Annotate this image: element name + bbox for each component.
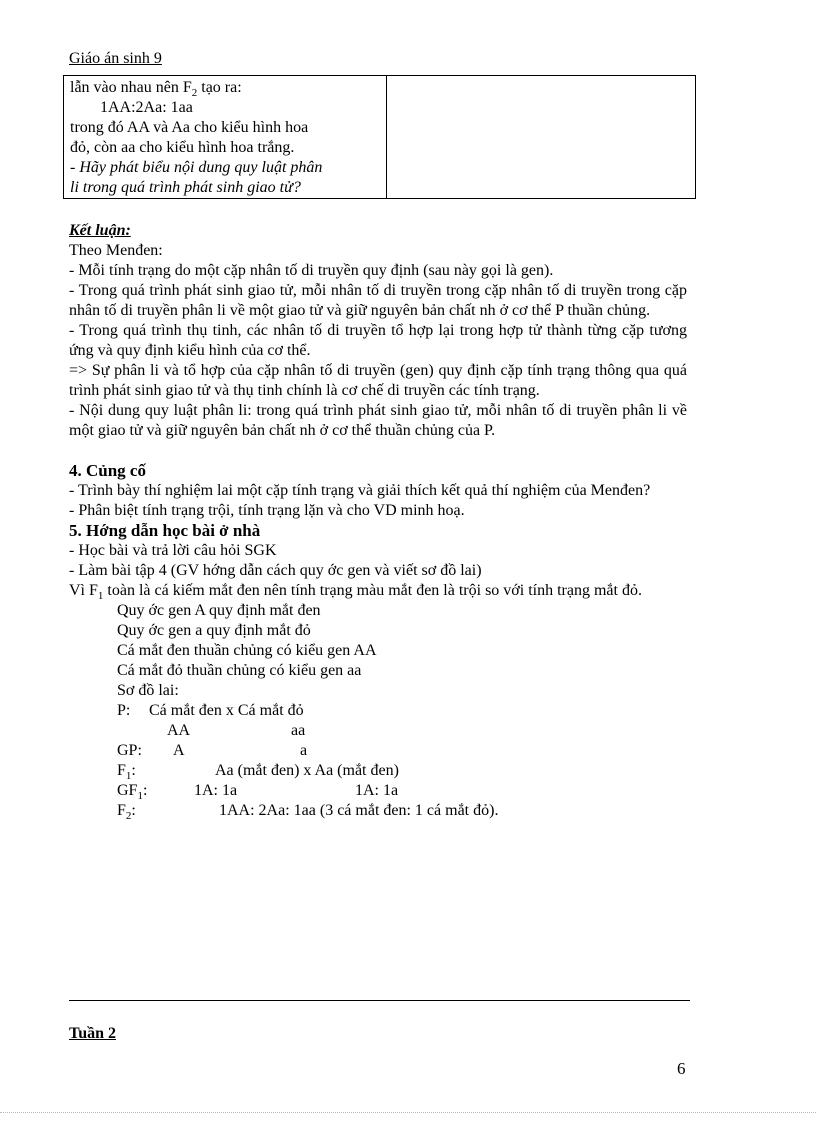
conclusion-point: - Trong quá trình phát sinh giao tử, mỗi nhân tố di truyền trong cặp nhân tố di truyền trong cặp nhân tố di truyền phân li về một giao tử và giữ nguyên bản chất nh ở cơ thể P thuần chủng.: [69, 282, 687, 319]
table-line: trong đó AA và Aa cho kiểu hình hoa: [70, 119, 309, 136]
cross-f2-label: $F_2$:: [117, 802, 136, 823]
gene-convention: Cá mắt đỏ thuần chủng có kiểu gen aa: [117, 662, 362, 679]
page-number: 6: [677, 1059, 686, 1078]
week-heading: Tuần 2: [69, 1025, 116, 1042]
document-header: Giáo án sinh 9: [69, 50, 162, 67]
cross-f1-row: [69, 761, 687, 781]
cross-gp-row: [69, 741, 687, 761]
gene-convention: Quy ớc gen a quy định mắt đỏ: [117, 622, 311, 639]
cross-gp-label: GP:: [117, 742, 142, 759]
section-5-item: - Học bài và trả lời câu hỏi SGK: [69, 542, 277, 559]
cross-p-row: [69, 701, 687, 721]
section-4-title: 4. Củng cố: [69, 461, 146, 480]
cross-gamete: A: [173, 742, 185, 759]
cross-p-text: Cá mắt đen x Cá mắt đỏ: [149, 702, 304, 719]
cross-p-label: P:: [117, 702, 131, 719]
horizontal-rule: [69, 1000, 690, 1001]
table-cell-content: [64, 76, 387, 199]
cross-diagram-label: Sơ đồ lai:: [117, 682, 179, 699]
ratio-line: 1AA:2Aa: 1aa: [100, 99, 193, 116]
conclusion-heading: Kết luận:: [69, 222, 131, 239]
gene-convention: Cá mắt đen thuần chủng có kiểu gen AA: [117, 642, 377, 659]
conclusion-intro: Theo Menđen:: [69, 242, 163, 259]
table-line: lẫn vào nhau nên $F_2$ tạo ra:: [70, 79, 242, 100]
section-4-item: - Trình bày thí nghiệm lai một cặp tính trạng và giải thích kết quả thí nghiệm của Menđen?: [69, 482, 651, 499]
dominance-statement: Vì $F_1$ toàn là cá kiếm mắt đen nên tính trạng màu mắt đen là trội so với tính trạng mắt đỏ.: [69, 582, 642, 603]
cross-f2-row: [69, 801, 687, 821]
conclusion-point: => Sự phân li và tổ hợp của cặp nhân tố di truyền (gen) quy định cặp tính trạng thông qua quá trình phát sinh giao tử và thụ tinh chính là cơ chế di truyền các tính trạng.: [69, 362, 687, 399]
cross-gamete: a: [300, 742, 308, 759]
cross-gf1-row: [69, 781, 687, 801]
cross-f2-text: 1AA: 2Aa: 1aa (3 cá mắt đen: 1 cá mắt đỏ).: [219, 802, 499, 819]
section-5-item: - Làm bài tập 4 (GV hớng dẫn cách quy ớc gen và viết sơ đồ lai): [69, 562, 482, 579]
cross-p-genotype: AA: [167, 722, 191, 739]
gene-convention: Quy ớc gen A quy định mắt đen: [117, 602, 321, 619]
section-5-title: 5. Hớng dẫn học bài ở nhà: [69, 521, 261, 540]
table-question: li trong quá trình phát sinh giao tử?: [70, 179, 301, 196]
table-line: đỏ, còn aa cho kiểu hình hoa trắng.: [70, 139, 295, 156]
cross-f1-text: Aa (mắt đen) x Aa (mắt đen): [215, 762, 399, 779]
cross-gf1-gametes: 1A: 1a: [355, 782, 399, 799]
cross-p-genotype-row: [69, 721, 687, 741]
conclusion-point: - Mỗi tính trạng do một cặp nhân tố di truyền quy định (sau này gọi là gen).: [69, 262, 554, 279]
cross-gf1-label: $GF_1$:: [117, 782, 148, 803]
page-break-line: [0, 1112, 816, 1113]
table-cell-empty: [387, 76, 696, 199]
main-content: [69, 221, 687, 821]
cross-f1-label: $F_1$:: [117, 762, 136, 783]
section-4-item: - Phân biệt tính trạng trội, tính trạng lặn và cho VD minh hoạ.: [69, 502, 465, 519]
lesson-table: [63, 75, 696, 199]
table-question: - Hãy phát biểu nội dung quy luật phân: [70, 159, 323, 176]
cross-gf1-gametes: 1A: 1a: [194, 782, 238, 799]
conclusion-point: - Trong quá trình thụ tinh, các nhân tố di truyền tổ hợp lại trong hợp tử thành từng cặp tương ứng và quy định kiểu hình của cơ thể.: [69, 322, 687, 359]
conclusion-point: - Nội dung quy luật phân li: trong quá trình phát sinh giao tử, mỗi nhân tố di truyền phân li về một giao tử và giữ nguyên bản chất nh ở cơ thể thuần chủng của P.: [69, 402, 687, 439]
cross-p-genotype: aa: [291, 722, 306, 739]
